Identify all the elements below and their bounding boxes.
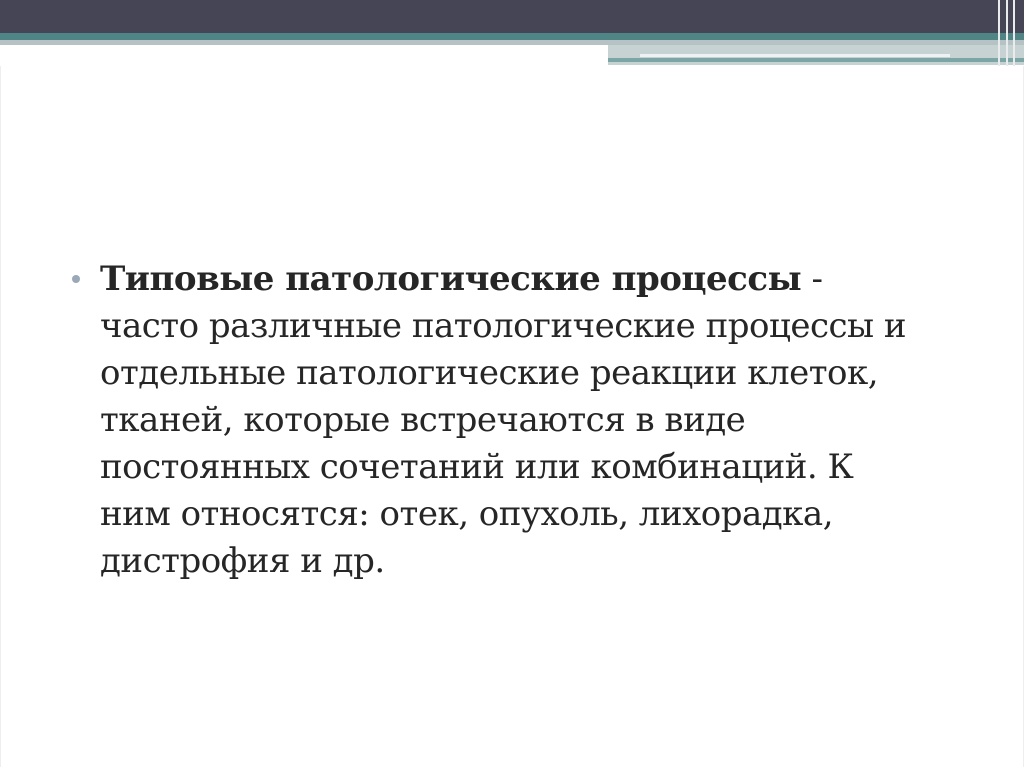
- text-line: часто различные патологические процессы и: [100, 306, 907, 346]
- header-stripe: [1013, 0, 1015, 66]
- header-stripe: [1006, 0, 1008, 66]
- header-accent-highlight: [640, 54, 950, 57]
- header-band-teal: [0, 33, 1024, 40]
- header-accent-teal: [608, 58, 1024, 62]
- bullet-first-line: [100, 256, 952, 303]
- term-heading: Типовые патологические процессы: [100, 259, 802, 299]
- text-line: дистрофия и др.: [100, 541, 385, 581]
- bullet-dot-icon: [72, 275, 80, 283]
- text-line: отдельные патологические реакции клеток,: [100, 353, 879, 393]
- term-dash: -: [801, 259, 823, 299]
- bullet-text: [100, 256, 952, 585]
- bullet-item: [72, 256, 952, 585]
- header-stripe: [998, 0, 1000, 66]
- slide-content: [72, 256, 952, 585]
- text-line: постоянных сочетаний или комбинаций. К: [100, 447, 854, 487]
- slide-edge-left: [0, 66, 1, 767]
- text-line: ним относятся: отек, опухоль, лихорадка,: [100, 494, 834, 534]
- header-band-dark: [0, 0, 1024, 33]
- text-line: тканей, которые встречаются в виде: [100, 400, 746, 440]
